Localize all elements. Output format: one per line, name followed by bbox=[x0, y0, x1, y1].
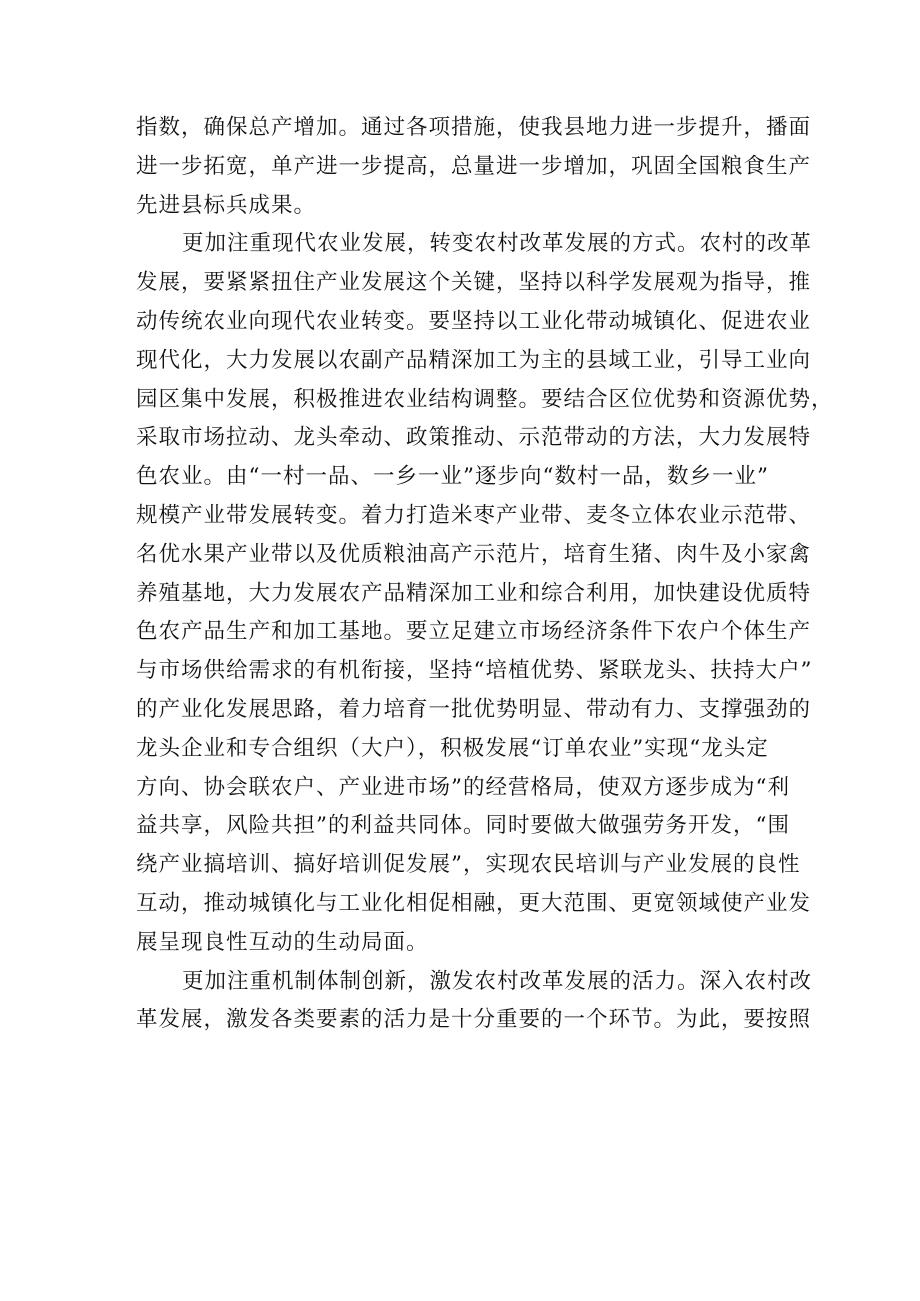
paragraph-start-line: 更加注重机制体制创新，激发农村改革发展的活力。深入农村改 bbox=[182, 968, 813, 994]
text-line: 动传统农业向现代农业转变。要坚持以工业化带动城镇化、促进农业 bbox=[136, 308, 812, 334]
text-line: 采取市场拉动、龙头牵动、政策推动、示范带动的方法，大力发展特 bbox=[136, 425, 812, 451]
text-line: 指数，确保总产增加。通过各项措施，使我县地力进一步提升，播面 bbox=[136, 115, 812, 140]
text-line: 园区集中发展，积极推进农业结构调整。要结合区位优势和资源优势， bbox=[136, 386, 834, 412]
text-line: 进一步拓宽，单产进一步提高，总量进一步增加，巩固全国粮食生产 bbox=[136, 153, 812, 179]
text-line: 互动，推动城镇化与工业化相促相融，更大范围、更宽领域使产业发 bbox=[136, 890, 812, 916]
text-line: 色农产品生产和加工基地。要立足建立市场经济条件下农户个体生产 bbox=[136, 619, 812, 645]
text-line: 的产业化发展思路，着力培育一批优势明显、带动有力、支撑强劲的 bbox=[136, 696, 812, 722]
text-line: 革发展，激发各类要素的活力是十分重要的一个环节。为此，要按照 bbox=[136, 1007, 812, 1033]
text-line: 与市场供给需求的有机衔接，坚持“培植优势、紧联龙头、扶持大户” bbox=[136, 658, 813, 684]
text-line: 现代化，大力发展以农副产品精深加工为主的县域工业，引导工业向 bbox=[136, 347, 812, 373]
text-line: 绕产业搞培训、搞好培训促发展”，实现农民培训与产业发展的良性 bbox=[136, 852, 801, 878]
text-line: 色农业。由“一村一品、一乡一业”逐步向“数村一品，数乡一业” bbox=[136, 464, 769, 490]
text-line: 养殖基地，大力发展农产品精深加工业和综合利用，加快建设优质特 bbox=[136, 580, 812, 606]
document-body bbox=[136, 109, 834, 1040]
text-line: 方向、协会联农户、产业进市场”的经营格局，使双方逐步成为“利 bbox=[136, 774, 790, 800]
text-line: 先进县标兵成果。 bbox=[136, 192, 317, 218]
text-line: 发展，要紧紧扭住产业发展这个关键，坚持以科学发展观为指导，推 bbox=[136, 270, 812, 296]
text-line: 益共享，风险共担”的利益共同体。同时要做大做强劳务开发，“围 bbox=[136, 813, 790, 839]
paragraph-start-line: 更加注重现代农业发展，转变农村改革发展的方式。农村的改革 bbox=[182, 231, 813, 257]
text-line: 名优水果产业带以及优质粮油高产示范片，培育生猪、肉牛及小家禽 bbox=[136, 541, 812, 567]
text-line: 展呈现良性互动的生动局面。 bbox=[136, 929, 429, 955]
text-line: 规模产业带发展转变。着力打造米枣产业带、麦冬立体农业示范带、 bbox=[136, 502, 812, 528]
text-line: 龙头企业和专合组织（大户），积极发展“订单农业”实现“龙头定 bbox=[136, 735, 769, 761]
